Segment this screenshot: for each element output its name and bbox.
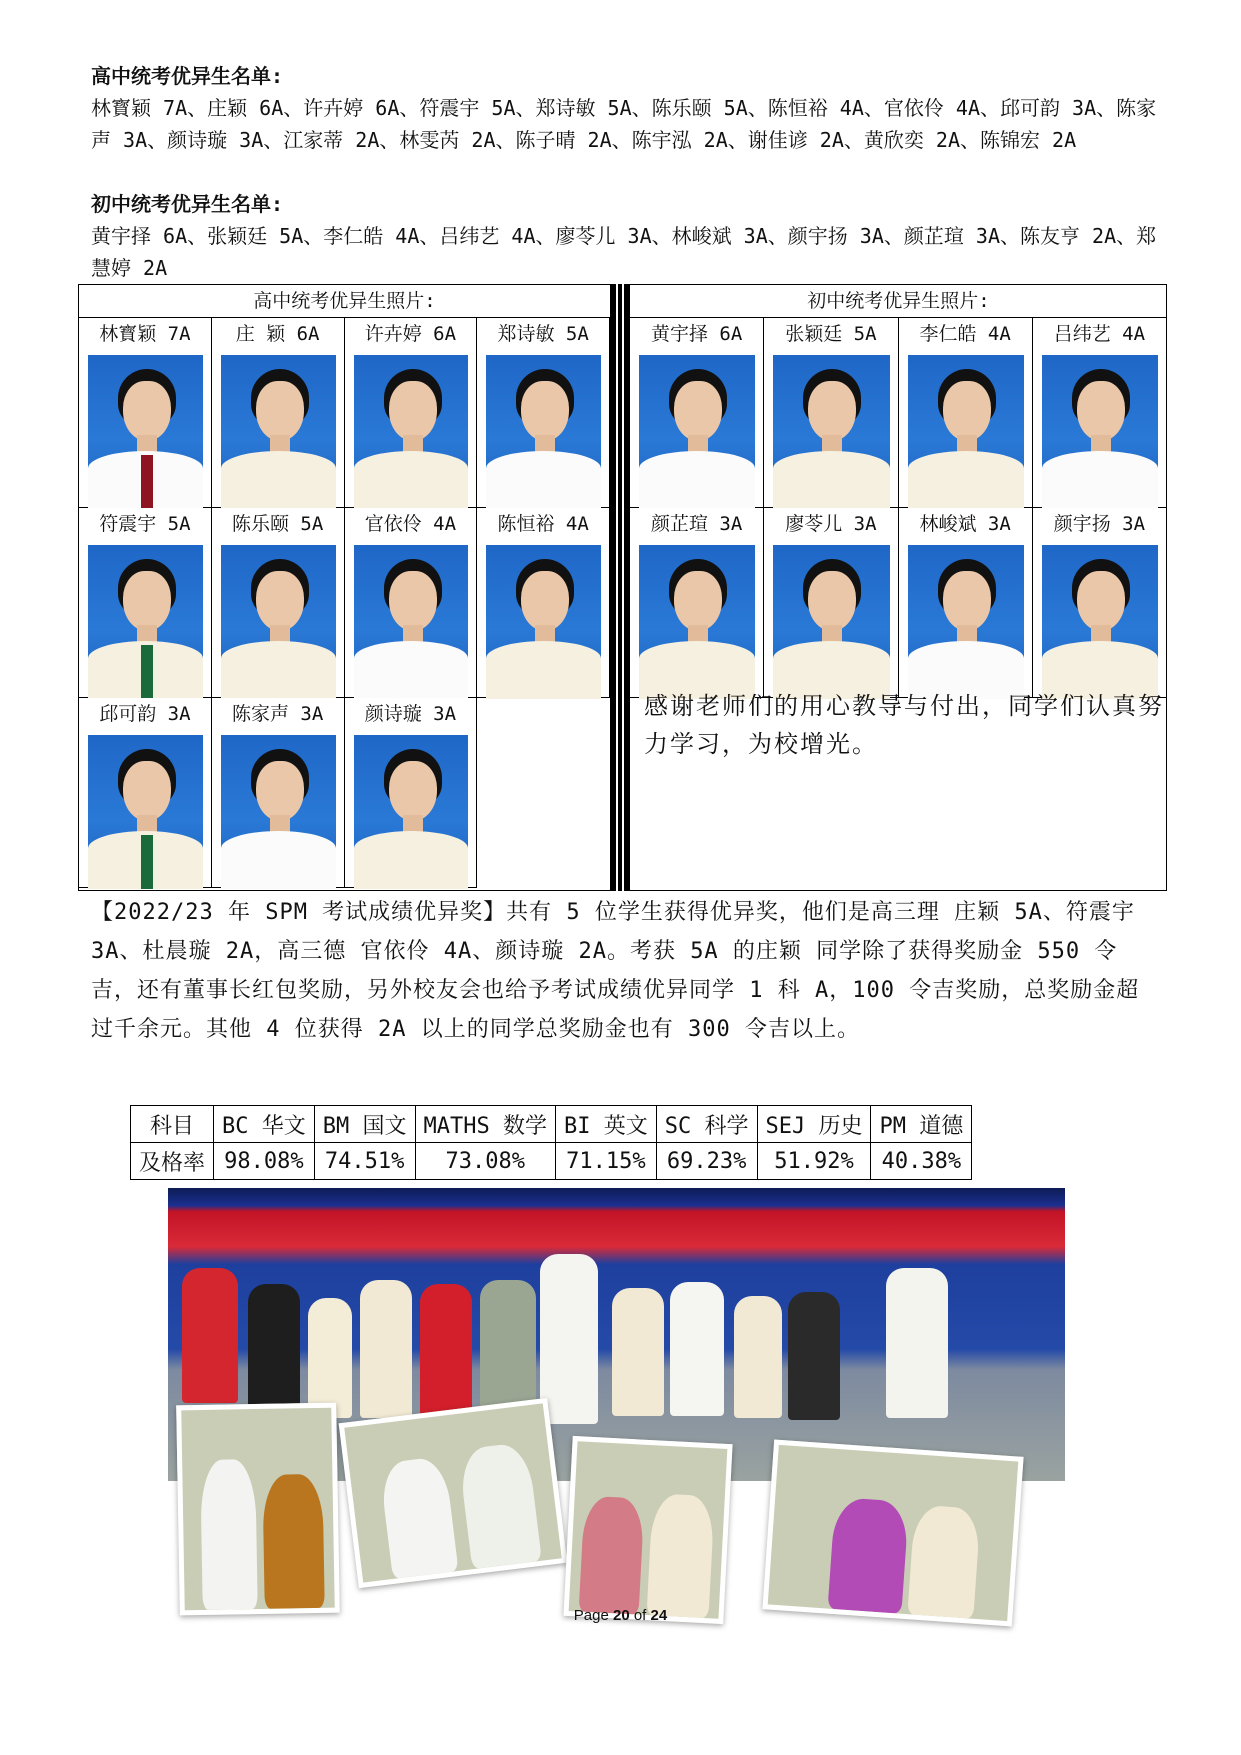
student-photo-cell (630, 508, 764, 698)
rate-cell: 69.23% (656, 1143, 757, 1180)
student-name-caption: 陈恒裕 4A (497, 513, 589, 535)
student-portrait (908, 545, 1024, 699)
student-photo-cell (79, 698, 212, 888)
rate-cell: 71.15% (556, 1143, 657, 1180)
student-photo-cell (630, 318, 764, 508)
student-portrait (1042, 545, 1158, 699)
inset-photo-3 (563, 1436, 732, 1624)
photo-table (78, 284, 1167, 891)
inset-photo-2 (339, 1398, 568, 1588)
spm-award-paragraph: 【2022/23 年 SPM 考试成绩优异奖】共有 5 位学生获得优异奖，他们是高三理 庄颖 5A、符震宇 3A、杜晨璇 2A，高三德 官依伶 4A、颜诗璇 2A。考获 5A 的庄颖 同学除了获得奖励金 550 令吉，还有董事长红包奖励，另外校友会也给予考试成绩优异同学 1 科 A，100 令吉奖励，总奖励金超过千余元。其他 4 位获得 2A 以上的同学总奖励金也有 300 令吉以上。 (91, 900, 1140, 1042)
student-name-caption: 庄 颖 6A (235, 323, 320, 345)
student-photo-cell (345, 698, 478, 888)
student-portrait (486, 545, 601, 699)
rate-row (131, 1143, 972, 1180)
student-name-caption: 林峻斌 3A (919, 513, 1011, 535)
student-name-caption: 符震宇 5A (99, 513, 191, 535)
student-photo-cell (899, 508, 1033, 698)
student-portrait (221, 735, 336, 889)
award-photo-collage (168, 1188, 1065, 1643)
junior-list: 黄宇择 6A、张颖廷 5A、李仁皓 4A、吕纬艺 4A、廖苓儿 3A、林峻斌 3A、颜宇扬 3A、颜芷瑄 3A、陈友亨 2A、郑慧婷 2A (91, 224, 1157, 280)
student-name-caption: 陈家声 3A (231, 703, 324, 725)
junior-list-heading: 初中统考优异生名单: (91, 192, 284, 216)
student-name-caption: 颜诗璇 3A (364, 703, 457, 725)
rate-cell: 40.38% (871, 1143, 972, 1180)
student-portrait (221, 355, 336, 509)
student-name-caption: 许卉婷 6A (364, 323, 457, 345)
student-name-caption: 廖苓儿 3A (785, 513, 877, 535)
student-portrait (88, 545, 203, 699)
student-portrait (639, 355, 755, 509)
student-portrait (486, 355, 601, 509)
student-portrait (773, 355, 889, 509)
student-name-caption: 吕纬艺 4A (1053, 323, 1146, 345)
student-photo-cell (79, 508, 212, 698)
student-portrait (354, 355, 469, 509)
student-name-caption: 官依伶 4A (364, 513, 457, 535)
student-portrait (221, 545, 336, 699)
thanks-note: 感谢老师们的用心教导与付出，同学们认真努力学习，为校增光。 (644, 692, 1164, 758)
student-photo-cell (345, 508, 478, 698)
student-portrait (354, 545, 469, 699)
student-photo-cell (899, 318, 1033, 508)
subject-cell: SC 科学 (656, 1106, 757, 1143)
subject-cell: BM 国文 (314, 1106, 415, 1143)
student-photo-cell (212, 698, 345, 888)
subject-cell: SEJ 历史 (757, 1106, 871, 1143)
row-header-subject: 科目 (131, 1106, 214, 1143)
student-photo-cell (212, 508, 345, 698)
rate-cell: 51.92% (757, 1143, 871, 1180)
student-photo-cell (764, 318, 898, 508)
student-name-caption: 张颖廷 5A (785, 323, 877, 345)
page-number: 20 (612, 1607, 630, 1624)
student-photo-cell (1033, 318, 1167, 508)
student-name-caption: 邱可韵 3A (99, 703, 191, 725)
student-name-caption: 李仁皓 4A (919, 323, 1011, 345)
page-total: 24 (650, 1607, 668, 1624)
student-photo-cell (764, 508, 898, 698)
student-name-caption: 黄宇择 6A (650, 323, 743, 345)
subject-cell: MATHS 数学 (415, 1106, 555, 1143)
page-footer (0, 1607, 1241, 1624)
subject-cell: BC 华文 (214, 1106, 315, 1143)
student-name-caption: 林寳颖 7A (99, 323, 191, 345)
junior-photo-header: 初中统考优异生照片: (630, 285, 1167, 318)
student-portrait (354, 735, 469, 889)
of-word: of (633, 1607, 647, 1624)
student-name-caption: 颜芷瑄 3A (650, 513, 743, 535)
student-photo-cell (477, 508, 610, 698)
senior-photo-header: 高中统考优异生照片: (79, 285, 610, 318)
inset-photo-1 (176, 1403, 340, 1616)
rate-cell: 74.51% (314, 1143, 415, 1180)
subject-cell: PM 道德 (871, 1106, 972, 1143)
subject-cell: BI 英文 (556, 1106, 657, 1143)
student-photo-cell (212, 318, 345, 508)
pass-rate-table (130, 1105, 972, 1180)
row-header-rate: 及格率 (131, 1143, 214, 1180)
senior-list: 林寳颖 7A、庄颖 6A、许卉婷 6A、符震宇 5A、郑诗敏 5A、陈乐颐 5A、陈恒裕 4A、官依伶 4A、邱可韵 3A、陈家声 3A、颜诗璇 3A、江家蒂 2A、林雯芮 2A、陈子晴 2A、陈宇泓 2A、谢佳谚 2A、黄欣奕 2A、陈锦宏 2A (91, 96, 1157, 152)
rate-cell: 98.08% (214, 1143, 315, 1180)
student-name-caption: 颜宇扬 3A (1053, 513, 1146, 535)
page-word: Page (573, 1607, 609, 1624)
student-portrait (88, 735, 203, 889)
student-portrait (639, 545, 755, 699)
student-name-caption: 郑诗敏 5A (497, 323, 589, 345)
student-photo-cell (345, 318, 478, 508)
table-divider (610, 284, 630, 891)
student-portrait (1042, 355, 1158, 509)
student-portrait (773, 545, 889, 699)
student-photo-cell (1033, 508, 1167, 698)
inset-photo-4 (762, 1439, 1023, 1626)
student-portrait (908, 355, 1024, 509)
senior-list-heading: 高中统考优异生名单: (91, 64, 284, 88)
subject-row (131, 1106, 972, 1143)
student-portrait (88, 355, 203, 509)
rate-cell: 73.08% (415, 1143, 555, 1180)
student-photo-cell (79, 318, 212, 508)
student-photo-cell (477, 318, 610, 508)
student-name-caption: 陈乐颐 5A (231, 513, 324, 535)
